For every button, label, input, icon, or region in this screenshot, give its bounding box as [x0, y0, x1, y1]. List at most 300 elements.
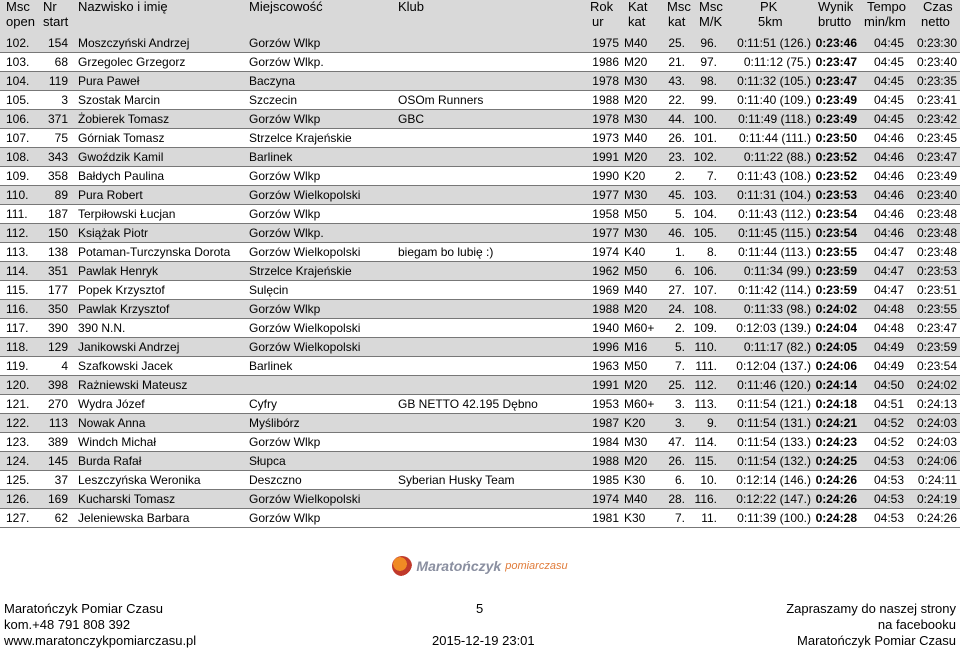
cell-kat: M20	[624, 454, 648, 468]
cell-nr: 398	[47, 378, 68, 392]
cell-kat: M50	[624, 359, 648, 373]
table-row	[0, 129, 960, 148]
cell-nr: 177	[47, 283, 68, 297]
cell-kat: M30	[624, 435, 648, 449]
cell-kat: M40	[624, 131, 648, 145]
cell-pk: 0:11:33 (98.)	[743, 302, 811, 316]
cell-czas: 0:23:47	[916, 150, 957, 164]
cell-msc: 106.	[6, 112, 30, 126]
cell-tempo: 04:47	[873, 264, 904, 278]
cell-nr: 119	[48, 74, 68, 88]
table-row	[0, 357, 960, 376]
cell-czas: 0:23:40	[916, 188, 957, 202]
cell-name: Jeleniewska Barbara	[78, 511, 190, 525]
cell-msc-mk: 116.	[694, 492, 717, 506]
cell-msc-mk: 7.	[706, 169, 717, 183]
cell-rok: 1991	[592, 150, 619, 164]
cell-city: Szczecin	[249, 93, 298, 107]
cell-rok: 1974	[592, 245, 619, 259]
cell-nr: 145	[47, 454, 68, 468]
cell-tempo: 04:45	[873, 93, 904, 107]
cell-wynik: 0:24:14	[815, 378, 857, 392]
cell-kat: M60+	[624, 321, 655, 335]
cell-city: Strzelce Krajeńskie	[249, 131, 352, 145]
cell-msc-mk: 103.	[693, 188, 717, 202]
cell-tempo: 04:45	[873, 74, 904, 88]
cell-name: Pawlak Krzysztof	[78, 302, 170, 316]
cell-nr: 169	[47, 492, 68, 506]
cell-pk: 0:11:54 (131.)	[737, 416, 811, 430]
table-row	[0, 433, 960, 452]
footer-page-number: 5	[476, 601, 484, 616]
cell-msc-kat: 23.	[668, 150, 685, 164]
header-czas-2: netto	[921, 14, 950, 29]
cell-msc: 118.	[6, 340, 29, 354]
cell-msc-mk: 99.	[700, 93, 717, 107]
cell-tempo: 04:51	[873, 397, 904, 411]
table-row	[0, 471, 960, 490]
cell-msc-mk: 97.	[700, 55, 717, 69]
cell-tempo: 04:53	[873, 511, 904, 525]
cell-nr: 187	[47, 207, 68, 221]
cell-msc-mk: 106.	[693, 264, 717, 278]
header-wynik-2: brutto	[818, 14, 852, 29]
cell-msc-kat: 7.	[674, 359, 685, 373]
footer-company: Maratończyk Pomiar Czasu	[4, 601, 163, 616]
cell-city: Gorzów Wlkp	[249, 169, 321, 183]
cell-msc-mk: 109.	[693, 321, 717, 335]
cell-name: Nowak Anna	[78, 416, 146, 430]
cell-name: Kucharski Tomasz	[78, 492, 176, 506]
cell-msc: 107.	[6, 131, 30, 145]
cell-msc-mk: 113.	[694, 397, 717, 411]
cell-tempo: 04:50	[873, 378, 904, 392]
cell-wynik: 0:24:04	[815, 321, 857, 335]
cell-kat: M40	[624, 283, 648, 297]
cell-wynik: 0:23:49	[815, 112, 857, 126]
cell-rok: 1978	[592, 112, 619, 126]
cell-msc-mk: 101.	[693, 131, 717, 145]
table-row	[0, 224, 960, 243]
footer-datetime: 2015-12-19 23:01	[432, 633, 535, 648]
cell-rok: 1988	[592, 93, 619, 107]
header-start: start	[43, 14, 69, 29]
cell-msc-mk: 107.	[693, 283, 717, 297]
cell-msc-kat: 43.	[668, 74, 685, 88]
cell-name: Szafkowski Jacek	[78, 359, 173, 373]
cell-name: Terpiłowski Łucjan	[78, 207, 176, 221]
header-city: Miejscowość	[249, 0, 323, 14]
cell-czas: 0:23:40	[916, 55, 957, 69]
cell-kat: M20	[624, 378, 648, 392]
cell-club: Syberian Husky Team	[398, 473, 515, 487]
cell-rok: 1958	[592, 207, 619, 221]
cell-msc-kat: 25.	[668, 378, 685, 392]
cell-nr: 113	[48, 416, 68, 430]
cell-rok: 1988	[592, 454, 619, 468]
cell-rok: 1963	[592, 359, 619, 373]
cell-rok: 1975	[592, 36, 619, 50]
cell-nr: 4	[61, 359, 68, 373]
cell-msc-mk: 102.	[693, 150, 717, 164]
cell-czas: 0:23:48	[916, 207, 957, 221]
cell-msc-mk: 96.	[700, 36, 717, 50]
header-rok: Rok	[590, 0, 614, 14]
cell-tempo: 04:46	[873, 226, 904, 240]
cell-pk: 0:11:12 (75.)	[743, 55, 811, 69]
cell-wynik: 0:23:54	[815, 207, 857, 221]
table-row	[0, 72, 960, 91]
cell-msc-kat: 3.	[674, 397, 685, 411]
cell-wynik: 0:24:25	[815, 454, 857, 468]
cell-kat: K40	[624, 245, 646, 259]
cell-city: Gorzów Wlkp	[249, 112, 321, 126]
cell-city: Gorzów Wlkp	[249, 511, 321, 525]
cell-nr: 154	[47, 36, 68, 50]
cell-pk: 0:11:42 (114.)	[738, 283, 811, 297]
cell-name: Gwoździk Kamil	[78, 150, 164, 164]
cell-tempo: 04:48	[873, 321, 904, 335]
cell-city: Strzelce Krajeńskie	[249, 264, 352, 278]
cell-name: Pura Paweł	[78, 74, 140, 88]
cell-czas: 0:24:19	[916, 492, 957, 506]
cell-wynik: 0:23:59	[815, 264, 857, 278]
header-club: Klub	[398, 0, 425, 14]
header-pk-2: 5km	[758, 14, 783, 29]
cell-rok: 1987	[592, 416, 619, 430]
cell-msc-mk: 105.	[693, 226, 717, 240]
cell-pk: 0:11:22 (88.)	[743, 150, 811, 164]
cell-nr: 138	[47, 245, 68, 259]
cell-city: Sulęcin	[249, 283, 289, 297]
cell-msc: 116.	[6, 302, 29, 316]
cell-nr: 62	[54, 511, 68, 525]
cell-wynik: 0:23:47	[815, 74, 857, 88]
cell-msc-mk: 110.	[694, 340, 717, 354]
table-row	[0, 110, 960, 129]
cell-tempo: 04:46	[873, 131, 904, 145]
cell-msc: 110.	[6, 188, 29, 202]
header-open: open	[6, 14, 35, 29]
cell-msc-mk: 100.	[693, 112, 717, 126]
cell-kat: M20	[624, 93, 648, 107]
header-msc-kat-2: kat	[668, 14, 686, 29]
cell-czas: 0:23:42	[916, 112, 957, 126]
header-nr: Nr	[43, 0, 57, 14]
cell-msc-mk: 104.	[693, 207, 717, 221]
cell-rok: 1986	[592, 55, 619, 69]
cell-czas: 0:23:54	[916, 359, 957, 373]
header-tempo: Tempo	[867, 0, 907, 14]
cell-name: Pura Robert	[78, 188, 143, 202]
cell-club: GBC	[398, 112, 425, 126]
cell-tempo: 04:52	[873, 435, 904, 449]
cell-city: Gorzów Wlkp.	[249, 55, 324, 69]
cell-rok: 1978	[592, 74, 619, 88]
cell-kat: M30	[624, 112, 648, 126]
cell-kat: M40	[624, 492, 648, 506]
cell-nr: 351	[47, 264, 68, 278]
cell-kat: M16	[624, 340, 648, 354]
cell-pk: 0:11:49 (118.)	[738, 112, 811, 126]
cell-msc-mk: 115.	[694, 454, 717, 468]
table-row	[0, 509, 960, 528]
header-wynik: Wynik	[818, 0, 854, 14]
cell-kat: M50	[624, 207, 648, 221]
cell-msc: 105.	[6, 93, 30, 107]
header-pk: PK	[760, 0, 778, 14]
cell-city: Gorzów Wlkp	[249, 435, 321, 449]
header-czas: Czas	[923, 0, 953, 14]
cell-msc-kat: 2.	[674, 169, 685, 183]
cell-msc-kat: 5.	[674, 207, 685, 221]
cell-msc-kat: 2.	[674, 321, 685, 335]
cell-name: Moszczyński Andrzej	[78, 36, 190, 50]
cell-name: 390 N.N.	[78, 321, 126, 335]
table-row	[0, 414, 960, 433]
cell-city: Myślibórz	[249, 416, 300, 430]
cell-city: Gorzów Wielkopolski	[249, 188, 361, 202]
cell-msc-kat: 24.	[668, 302, 685, 316]
cell-rok: 1973	[592, 131, 619, 145]
cell-name: Wydra Józef	[78, 397, 145, 411]
cell-wynik: 0:24:18	[815, 397, 857, 411]
cell-tempo: 04:46	[873, 150, 904, 164]
logo	[0, 556, 960, 581]
cell-msc-kat: 25.	[668, 36, 685, 50]
cell-rok: 1984	[592, 435, 619, 449]
cell-tempo: 04:46	[873, 169, 904, 183]
header-msc-mk-2: M/K	[699, 14, 723, 29]
cell-msc: 102.	[6, 36, 30, 50]
cell-nr: 75	[54, 131, 68, 145]
cell-city: Gorzów Wielkopolski	[249, 321, 361, 335]
header-kat: Kat	[628, 0, 648, 14]
cell-msc-kat: 21.	[668, 55, 685, 69]
cell-msc-mk: 8.	[706, 245, 717, 259]
cell-name: Grzegolec Grzegorz	[78, 55, 186, 69]
cell-nr: 37	[54, 473, 68, 487]
cell-czas: 0:24:13	[916, 397, 957, 411]
table-header	[0, 0, 960, 34]
cell-wynik: 0:23:53	[815, 188, 857, 202]
cell-msc: 117.	[6, 321, 29, 335]
cell-kat: M20	[624, 150, 648, 164]
cell-wynik: 0:23:55	[815, 245, 857, 259]
footer-invite: Zapraszamy do naszej strony	[786, 601, 956, 616]
cell-nr: 389	[47, 435, 68, 449]
cell-tempo: 04:47	[873, 283, 904, 297]
cell-pk: 0:11:46 (120.)	[737, 378, 811, 392]
cell-tempo: 04:53	[873, 473, 904, 487]
cell-msc-mk: 11.	[701, 511, 717, 525]
cell-city: Gorzów Wlkp	[249, 302, 321, 316]
cell-pk: 0:11:51 (126.)	[737, 36, 811, 50]
cell-czas: 0:23:30	[916, 36, 957, 50]
cell-msc-kat: 45.	[668, 188, 685, 202]
cell-name: Górniak Tomasz	[78, 131, 165, 145]
cell-czas: 0:24:03	[916, 435, 957, 449]
cell-pk: 0:11:44 (113.)	[738, 245, 811, 259]
cell-pk: 0:12:22 (147.)	[736, 492, 811, 506]
cell-pk: 0:12:14 (146.)	[736, 473, 811, 487]
cell-wynik: 0:23:52	[815, 169, 857, 183]
cell-czas: 0:23:35	[916, 74, 957, 88]
cell-msc: 121.	[6, 397, 30, 411]
cell-pk: 0:11:39 (100.)	[737, 511, 811, 525]
table-row	[0, 300, 960, 319]
cell-wynik: 0:24:26	[815, 473, 857, 487]
cell-nr: 3	[61, 93, 68, 107]
cell-nr: 270	[47, 397, 68, 411]
cell-name: Książak Piotr	[78, 226, 149, 240]
cell-wynik: 0:24:23	[815, 435, 857, 449]
header-msc-mk: Msc	[699, 0, 723, 14]
cell-nr: 129	[47, 340, 68, 354]
cell-name: Burda Rafał	[78, 454, 142, 468]
cell-rok: 1977	[592, 226, 619, 240]
cell-city: Barlinek	[249, 150, 293, 164]
cell-tempo: 04:45	[873, 36, 904, 50]
cell-msc-kat: 47.	[668, 435, 685, 449]
cell-kat: M30	[624, 226, 648, 240]
cell-rok: 1974	[592, 492, 619, 506]
cell-rok: 1996	[592, 340, 619, 354]
cell-wynik: 0:23:59	[815, 283, 857, 297]
cell-city: Gorzów Wlkp	[249, 36, 321, 50]
cell-rok: 1990	[592, 169, 619, 183]
cell-pk: 0:11:43 (112.)	[738, 207, 811, 221]
cell-czas: 0:23:55	[916, 302, 957, 316]
header-msc-kat: Msc	[667, 0, 691, 14]
cell-msc: 113.	[6, 245, 29, 259]
cell-rok: 1962	[592, 264, 619, 278]
cell-msc-mk: 108.	[693, 302, 717, 316]
logo-mark-icon	[392, 556, 412, 576]
cell-name: Potaman-Turczynska Dorota	[78, 245, 231, 259]
cell-kat: K30	[624, 473, 646, 487]
cell-city: Gorzów Wlkp	[249, 207, 321, 221]
cell-czas: 0:24:11	[917, 473, 957, 487]
cell-nr: 358	[47, 169, 68, 183]
cell-rok: 1969	[592, 283, 619, 297]
cell-czas: 0:23:51	[916, 283, 957, 297]
cell-wynik: 0:23:47	[815, 55, 857, 69]
cell-msc-kat: 46.	[668, 226, 685, 240]
cell-name: Rażniewski Mateusz	[78, 378, 188, 392]
cell-msc: 115.	[6, 283, 29, 297]
cell-pk: 0:11:32 (105.)	[737, 74, 811, 88]
cell-tempo: 04:49	[873, 340, 904, 354]
cell-tempo: 04:49	[873, 359, 904, 373]
cell-msc-kat: 7.	[674, 511, 685, 525]
cell-msc-mk: 10.	[700, 473, 717, 487]
cell-pk: 0:11:34 (99.)	[743, 264, 811, 278]
cell-club: OSOm Runners	[398, 93, 484, 107]
footer-website[interactable]: www.maratonczykpomiarczasu.pl	[4, 633, 197, 648]
cell-kat: M60+	[624, 397, 655, 411]
logo-name: Maratończyk	[416, 558, 502, 574]
header-msc: Msc	[6, 0, 30, 14]
table-row	[0, 167, 960, 186]
cell-wynik: 0:24:21	[815, 416, 857, 430]
cell-name: Żobierek Tomasz	[78, 112, 170, 126]
cell-tempo: 04:53	[873, 454, 904, 468]
cell-kat: M40	[624, 36, 648, 50]
cell-kat: M30	[624, 188, 648, 202]
table-row	[0, 34, 960, 53]
header-tempo-2: min/km	[864, 14, 906, 29]
footer-facebook: na facebooku	[877, 617, 956, 632]
cell-czas: 0:23:48	[916, 226, 957, 240]
cell-kat: K20	[624, 169, 646, 183]
table-row	[0, 319, 960, 338]
table-row	[0, 243, 960, 262]
cell-msc: 104.	[6, 74, 30, 88]
cell-kat: K30	[624, 511, 646, 525]
cell-nr: 350	[47, 302, 68, 316]
table-row	[0, 262, 960, 281]
cell-msc: 109.	[6, 169, 30, 183]
cell-msc-kat: 22.	[668, 93, 685, 107]
table-row	[0, 148, 960, 167]
cell-msc: 124.	[6, 454, 30, 468]
cell-msc: 108.	[6, 150, 30, 164]
cell-city: Gorzów Wielkopolski	[249, 245, 361, 259]
cell-tempo: 04:46	[873, 207, 904, 221]
cell-czas: 0:24:26	[916, 511, 957, 525]
cell-czas: 0:23:41	[916, 93, 957, 107]
cell-msc-kat: 27.	[668, 283, 685, 297]
cell-msc-kat: 5.	[674, 340, 685, 354]
cell-club: biegam bo lubię :)	[398, 245, 494, 259]
cell-msc-mk: 111.	[695, 359, 717, 373]
cell-wynik: 0:23:46	[815, 36, 857, 50]
cell-rok: 1981	[592, 511, 619, 525]
cell-nr: 89	[54, 188, 68, 202]
cell-msc-mk: 98.	[700, 74, 717, 88]
cell-nr: 371	[47, 112, 68, 126]
cell-city: Gorzów Wielkopolski	[249, 340, 361, 354]
cell-rok: 1940	[592, 321, 619, 335]
cell-msc-mk: 114.	[694, 435, 717, 449]
table-row	[0, 376, 960, 395]
cell-tempo: 04:45	[873, 112, 904, 126]
cell-czas: 0:23:49	[916, 169, 957, 183]
cell-name: Szostak Marcin	[78, 93, 161, 107]
cell-pk: 0:11:54 (133.)	[737, 435, 811, 449]
table-row	[0, 53, 960, 72]
logo-sub: pomiarczasu	[505, 560, 568, 572]
header-kat-2: kat	[628, 14, 646, 29]
header-ur: ur	[592, 14, 604, 29]
cell-rok: 1991	[592, 378, 619, 392]
cell-kat: M20	[624, 302, 648, 316]
cell-wynik: 0:23:54	[815, 226, 857, 240]
cell-msc-kat: 26.	[668, 454, 685, 468]
cell-msc-mk: 112.	[694, 378, 717, 392]
cell-pk: 0:11:31 (104.)	[737, 188, 811, 202]
cell-msc: 127.	[6, 511, 30, 525]
cell-pk: 0:12:04 (137.)	[736, 359, 811, 373]
cell-name: Popek Krzysztof	[78, 283, 165, 297]
results-table	[0, 34, 960, 528]
cell-nr: 343	[47, 150, 68, 164]
cell-pk: 0:11:45 (115.)	[738, 226, 811, 240]
cell-name: Janikowski Andrzej	[78, 340, 180, 354]
cell-msc: 112.	[6, 226, 29, 240]
cell-msc-kat: 44.	[668, 112, 685, 126]
